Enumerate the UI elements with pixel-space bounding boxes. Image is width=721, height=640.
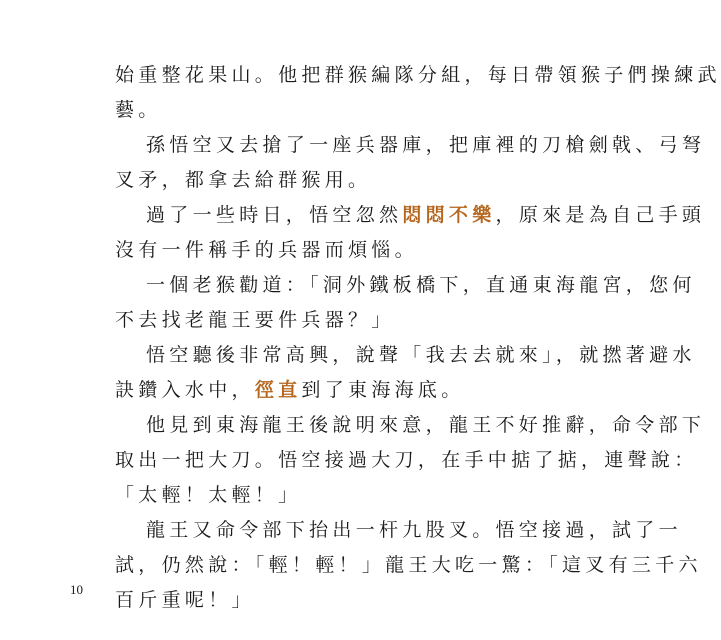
text-line: 叉矛，都拿去給群猴用。 (115, 169, 372, 191)
paragraph-start-line: 龍王又命令部下抬出一杆九股叉。悟空接過，試了一 (146, 519, 682, 541)
text-line: 藝。 (115, 99, 162, 121)
text-line: 百斤重呢！」 (115, 589, 255, 611)
text-line: 始重整花果山。他把群猴編隊分組，每日帶領猴子們操練武 (115, 64, 721, 86)
paragraph-start-line: 他見到東海龍王後說明來意，龍王不好推辭，命令部下 (146, 414, 706, 436)
page-number: 10 (70, 582, 83, 597)
paragraph-start-line (146, 203, 705, 227)
text-segment: 到了東海海底。 (301, 379, 465, 401)
text-line: 「太輕！太輕！」 (115, 484, 302, 506)
paragraph-start-line: 悟空聽後非常高興，說聲「我去去就來」，就撚著避水 (146, 344, 696, 366)
text-line: 沒有一件稱手的兵器而煩惱。 (115, 239, 418, 261)
paragraph-start-line: 一個老猴勸道：「洞外鐵板橋下，直通東海龍宮，您何 (146, 274, 696, 296)
highlighted-word: 悶悶不樂 (402, 204, 496, 226)
text-line: 取出一把大刀。悟空接過大刀，在手中掂了掂，連聲說： (115, 449, 698, 471)
text-segment: 過了一些時日，悟空忽然 (146, 204, 403, 226)
text-segment: ，原來是為自己手頭 (495, 204, 706, 226)
text-segment: 訣鑽入水中， (115, 379, 255, 401)
highlighted-word: 徑直 (254, 379, 302, 401)
text-line: 不去找老龍王要件兵器？」 (115, 309, 395, 331)
text-line: 試，仍然說：「輕！輕！」龍王大吃一驚：「這叉有三千六 (115, 554, 702, 576)
paragraph-start-line: 孫悟空又去搶了一座兵器庫，把庫裡的刀槍劍戟、弓弩 (146, 134, 706, 156)
text-line (115, 378, 465, 402)
